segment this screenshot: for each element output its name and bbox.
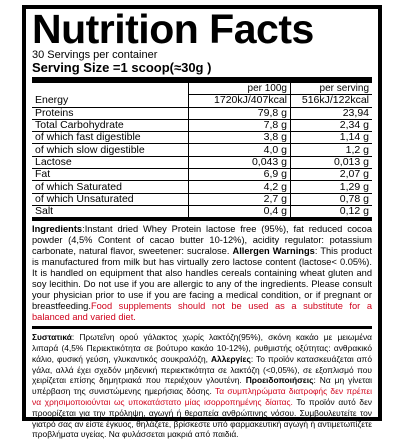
nutrient-per-100g: 0,043 g bbox=[189, 156, 291, 168]
allergen-label: Allergen Warnings bbox=[232, 246, 315, 257]
greek-red-warning: Τα συμπληρώματα διατροφής δεν πρέπει να χρησιμοποιούνται ως υποκατάστατο μίας ισορροπημένης δίαιτας. bbox=[32, 386, 372, 408]
header-per-100g: per 100g bbox=[189, 83, 291, 95]
nutrient-row bbox=[32, 156, 372, 168]
table-header-row bbox=[32, 83, 372, 95]
nutrient-row bbox=[32, 107, 372, 119]
nutrient-per-100g: 1720kJ/407kcal bbox=[189, 95, 291, 107]
nutrient-per-serving: 1,14 g bbox=[291, 132, 373, 144]
allergen-text: : This product is manufactured from milk but has virtually zero lactose content (lactose< 0.05%). It is handled on equipment that also handles cereals containing wheat gluten and soy lecithin. Do not use if you are allergic to any of the ingredients. Please consult your physician prior to use if you are facing a medical condition, or if pregnant or breastfeeding. bbox=[32, 246, 372, 312]
nutrient-name: Lactose bbox=[32, 156, 189, 168]
supplement-warning: Food supplements should not be used as a substitute for a balanced and varied diet. bbox=[32, 301, 372, 323]
nutrient-row bbox=[32, 169, 372, 181]
nutrient-row bbox=[32, 95, 372, 107]
nutrient-name: of which Unsaturated bbox=[32, 193, 189, 205]
nutrition-table bbox=[32, 83, 372, 218]
lower-divider bbox=[32, 326, 372, 329]
nutrient-per-serving: 2,07 g bbox=[291, 169, 373, 181]
nutrient-per-100g: 6,9 g bbox=[189, 169, 291, 181]
nutrition-label bbox=[22, 5, 382, 440]
nutrient-name: of which slow digestible bbox=[32, 144, 189, 156]
greek-allergen-text: : Το προϊόν κατασκευάζεται από γάλα, αλλά έχει σχεδόν μηδενική περιεκτικότητα σε λακτόζη (<0,05%), σε εξοπλισμό που χειρίζεται επίσης δημητριακά που περιέχουν γλουτένη. bbox=[32, 353, 372, 386]
nutrient-per-serving: 0,12 g bbox=[291, 205, 373, 217]
nutrient-row bbox=[32, 181, 372, 193]
nutrient-name: Fat bbox=[32, 169, 189, 181]
greek-tail-text: Το προϊόν αυτό δεν προορίζεται για την πρόληψη, αγωγή ή θεραπεία ανθρώπινης νόσου. Συμβουλευτείτε τον γιατρό σας αν είστε έγκυος, θηλάζετε, βρίσκεστε υπό φαρμακευτική αγωγή ή αντιμετωπίζετε προβλήματα υγείας. Να φυλάσσεται μακριά από παιδιά. bbox=[32, 397, 372, 440]
nutrient-row bbox=[32, 132, 372, 144]
english-info bbox=[32, 224, 372, 323]
ingredients-text: :Instant dried Whey Protein lactose free (95%), fat reduced cocoa powder (4,5% Content of cacao butter 10-12%), acidity regulator: potassium carbonate, natural flavor, sweetener: sucralose. bbox=[32, 224, 372, 257]
serving-size: Serving Size =1 scoop(≈30g ) bbox=[32, 60, 212, 75]
nutrient-row bbox=[32, 119, 372, 131]
header-blank bbox=[32, 83, 189, 95]
nutrient-name: Salt bbox=[32, 205, 189, 217]
mid-divider bbox=[32, 218, 372, 221]
ingredients-label: Ingredients bbox=[32, 224, 83, 235]
nutrient-per-100g: 3,8 g bbox=[189, 132, 291, 144]
header-per-serving: per serving bbox=[291, 83, 373, 95]
greek-allergen-label: Αλλεργίες bbox=[210, 353, 251, 364]
greek-warnings-text: : Να μη γίνεται υπέρβαση της συνιστώμενης ημερήσιας δόσης. bbox=[32, 375, 373, 397]
nutrient-per-100g: 2,7 g bbox=[189, 193, 291, 205]
greek-ingredients-label: Συστατικά bbox=[32, 332, 72, 343]
nutrient-per-serving: 0,013 g bbox=[291, 156, 373, 168]
nutrient-name: Energy bbox=[32, 95, 189, 107]
nutrient-row bbox=[32, 205, 372, 217]
nutrient-name: Total Carbohydrate bbox=[32, 119, 189, 131]
greek-warnings-label: Προειδοποιήσεις bbox=[245, 375, 314, 386]
nutrient-name: Proteins bbox=[32, 107, 189, 119]
servings-per-container: 30 Servings per container bbox=[32, 49, 158, 61]
label-title: Nutrition Facts bbox=[32, 6, 314, 52]
nutrient-per-serving: 516kJ/122kcal bbox=[291, 95, 373, 107]
nutrient-per-serving: 0,78 g bbox=[291, 193, 373, 205]
nutrient-per-serving: 1,2 g bbox=[291, 144, 373, 156]
greek-ingredients-text: : Πρωτεΐνη ορού γάλακτος χωρίς λακτόζη(95%), σκόνη κακάο με μειωμένα λιπαρά (4,5% Περιεκτικότητα σε βούτυρο κακάο 10-12%), ρυθμιστής οξύτητας: ανθρακικό κάλιο, φυσική γεύση, γλυκαντικός σουκραλόζη, bbox=[32, 332, 372, 364]
nutrient-per-100g: 0,4 g bbox=[189, 205, 291, 217]
nutrient-per-serving: 23,94 bbox=[291, 107, 373, 119]
nutrient-row bbox=[32, 193, 372, 205]
greek-info bbox=[32, 332, 372, 440]
nutrient-per-100g: 79,8 g bbox=[189, 107, 291, 119]
nutrient-per-100g: 4,2 g bbox=[189, 181, 291, 193]
nutrient-per-serving: 2,34 g bbox=[291, 119, 373, 131]
nutrient-per-serving: 1,29 g bbox=[291, 181, 373, 193]
nutrient-row bbox=[32, 144, 372, 156]
nutrient-per-100g: 4,0 g bbox=[189, 144, 291, 156]
nutrient-name: of which Saturated bbox=[32, 181, 189, 193]
nutrient-per-100g: 7,8 g bbox=[189, 119, 291, 131]
nutrient-name: of which fast digestible bbox=[32, 132, 189, 144]
